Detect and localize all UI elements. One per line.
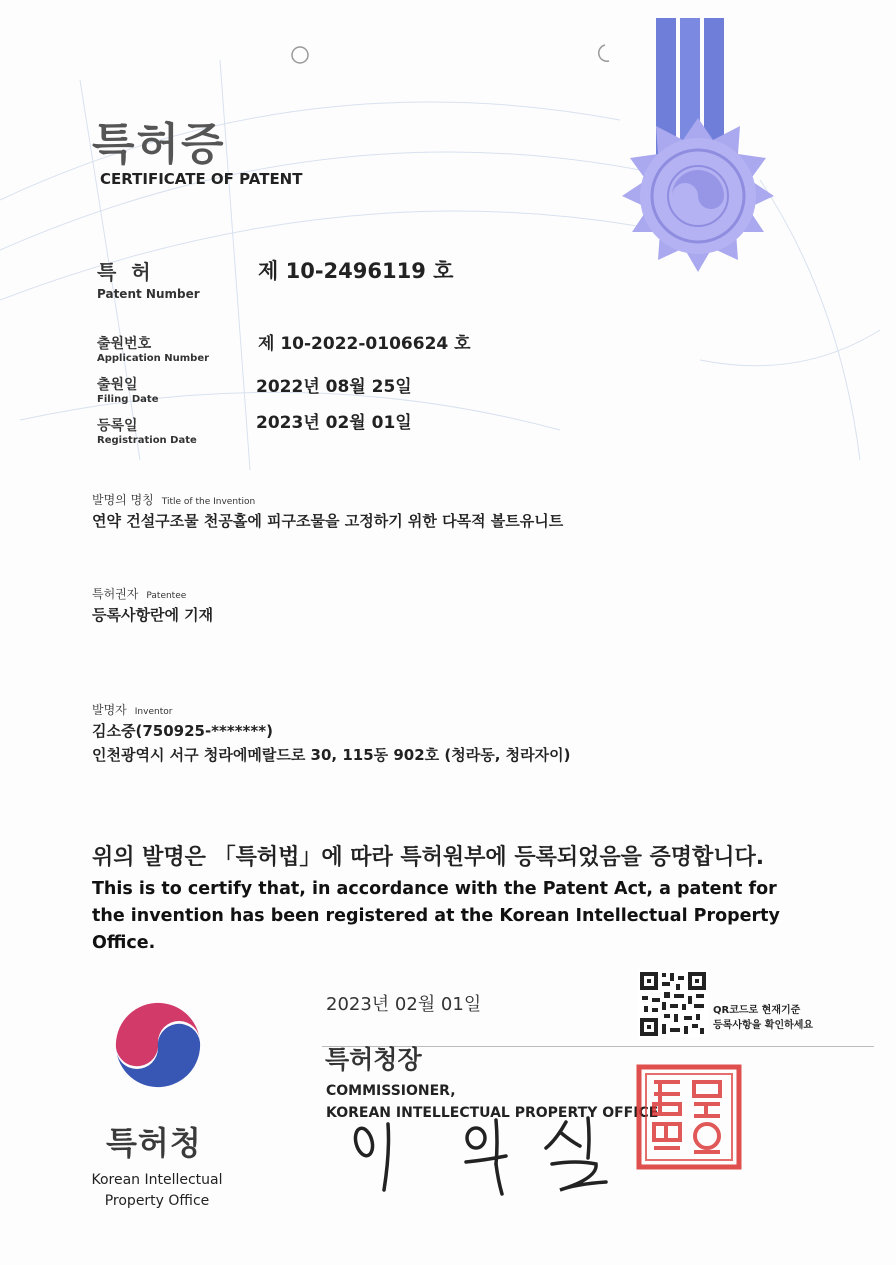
qr-code bbox=[638, 970, 708, 1038]
office-name-ko: 특허청 bbox=[106, 1124, 202, 1162]
kipo-taegeuk-logo bbox=[108, 1000, 208, 1100]
registration-date-label-en: Registration Date bbox=[97, 435, 197, 446]
invention-title-label bbox=[92, 489, 255, 508]
patentee-value: 등록사항란에 기재 bbox=[92, 606, 214, 624]
commissioner-title-en-line2: KOREAN INTELLECTUAL PROPERTY OFFICE bbox=[326, 1105, 659, 1121]
filing-date-label-ko: 출원일 bbox=[97, 377, 138, 393]
registration-date-label-ko: 등록일 bbox=[97, 418, 138, 434]
patentee-label bbox=[92, 583, 186, 602]
office-name-en bbox=[86, 1170, 228, 1212]
filing-date-value: 2022년 08월 25일 bbox=[256, 377, 412, 397]
office-name-en-line2: Property Office bbox=[104, 1193, 210, 1209]
qr-caption-line1: QR코드로 현재기준 bbox=[713, 1005, 801, 1016]
official-seal-stamp bbox=[636, 1064, 742, 1170]
invention-title-value: 연약 건설구조물 천공홀에 피구조물을 고정하기 위한 다목적 볼트유니트 bbox=[92, 512, 564, 530]
page-subtitle: CERTIFICATE OF PATENT bbox=[100, 170, 303, 188]
patentee-label-en: Patentee bbox=[146, 591, 187, 601]
filing-date-label-en: Filing Date bbox=[97, 394, 159, 405]
commissioner-signature bbox=[346, 1112, 626, 1202]
invention-title-label-en: Title of the Invention bbox=[161, 497, 256, 507]
issue-date: 2023년 02월 01일 bbox=[326, 994, 482, 1015]
patent-number-label bbox=[97, 256, 200, 301]
inventor-label-en: Inventor bbox=[134, 707, 173, 717]
registration-date-value: 2023년 02월 01일 bbox=[256, 413, 412, 433]
application-number-label-en: Application Number bbox=[97, 353, 210, 364]
page-title: 특허증 bbox=[92, 119, 226, 170]
application-number-label bbox=[97, 333, 209, 364]
patent-number-value: 제 10-2496119 호 bbox=[258, 259, 454, 283]
qr-caption bbox=[713, 1003, 813, 1033]
certification-en: This is to certify that, in accordance with the Patent Act, a patent for the invention has been registered at the Korean Intellectual Property Office. bbox=[92, 879, 780, 953]
office-name-en-line1: Korean Intellectual bbox=[91, 1172, 223, 1188]
commissioner-title-ko: 특허청장 bbox=[325, 1045, 422, 1074]
gold-seal-medal bbox=[588, 18, 808, 348]
filing-date-label bbox=[97, 374, 158, 405]
inventor-label-ko: 발명자 bbox=[92, 703, 127, 717]
registration-date-label bbox=[97, 415, 197, 446]
qr-caption-line2: 등록사항을 확인하세요 bbox=[713, 1020, 814, 1031]
commissioner-title-en-line1: COMMISSIONER, bbox=[326, 1083, 456, 1099]
inventor-name: 김소중(750925-*******) bbox=[92, 722, 273, 740]
inventor-address: 인천광역시 서구 청라에메랄드로 30, 115동 902호 (청라동, 청라자이) bbox=[92, 746, 571, 764]
patent-number-label-ko: 특 허 bbox=[97, 260, 155, 284]
patent-number-label-en: Patent Number bbox=[97, 287, 200, 301]
inventor-label bbox=[92, 699, 172, 718]
application-number-value: 제 10-2022-0106624 호 bbox=[258, 334, 471, 354]
patentee-label-ko: 특허권자 bbox=[92, 587, 139, 601]
invention-title-label-ko: 발명의 명칭 bbox=[92, 493, 154, 507]
application-number-label-ko: 출원번호 bbox=[97, 336, 152, 352]
certification-ko: 위의 발명은 「특허법」에 따라 특허원부에 등록되었음을 증명합니다. bbox=[92, 845, 765, 870]
